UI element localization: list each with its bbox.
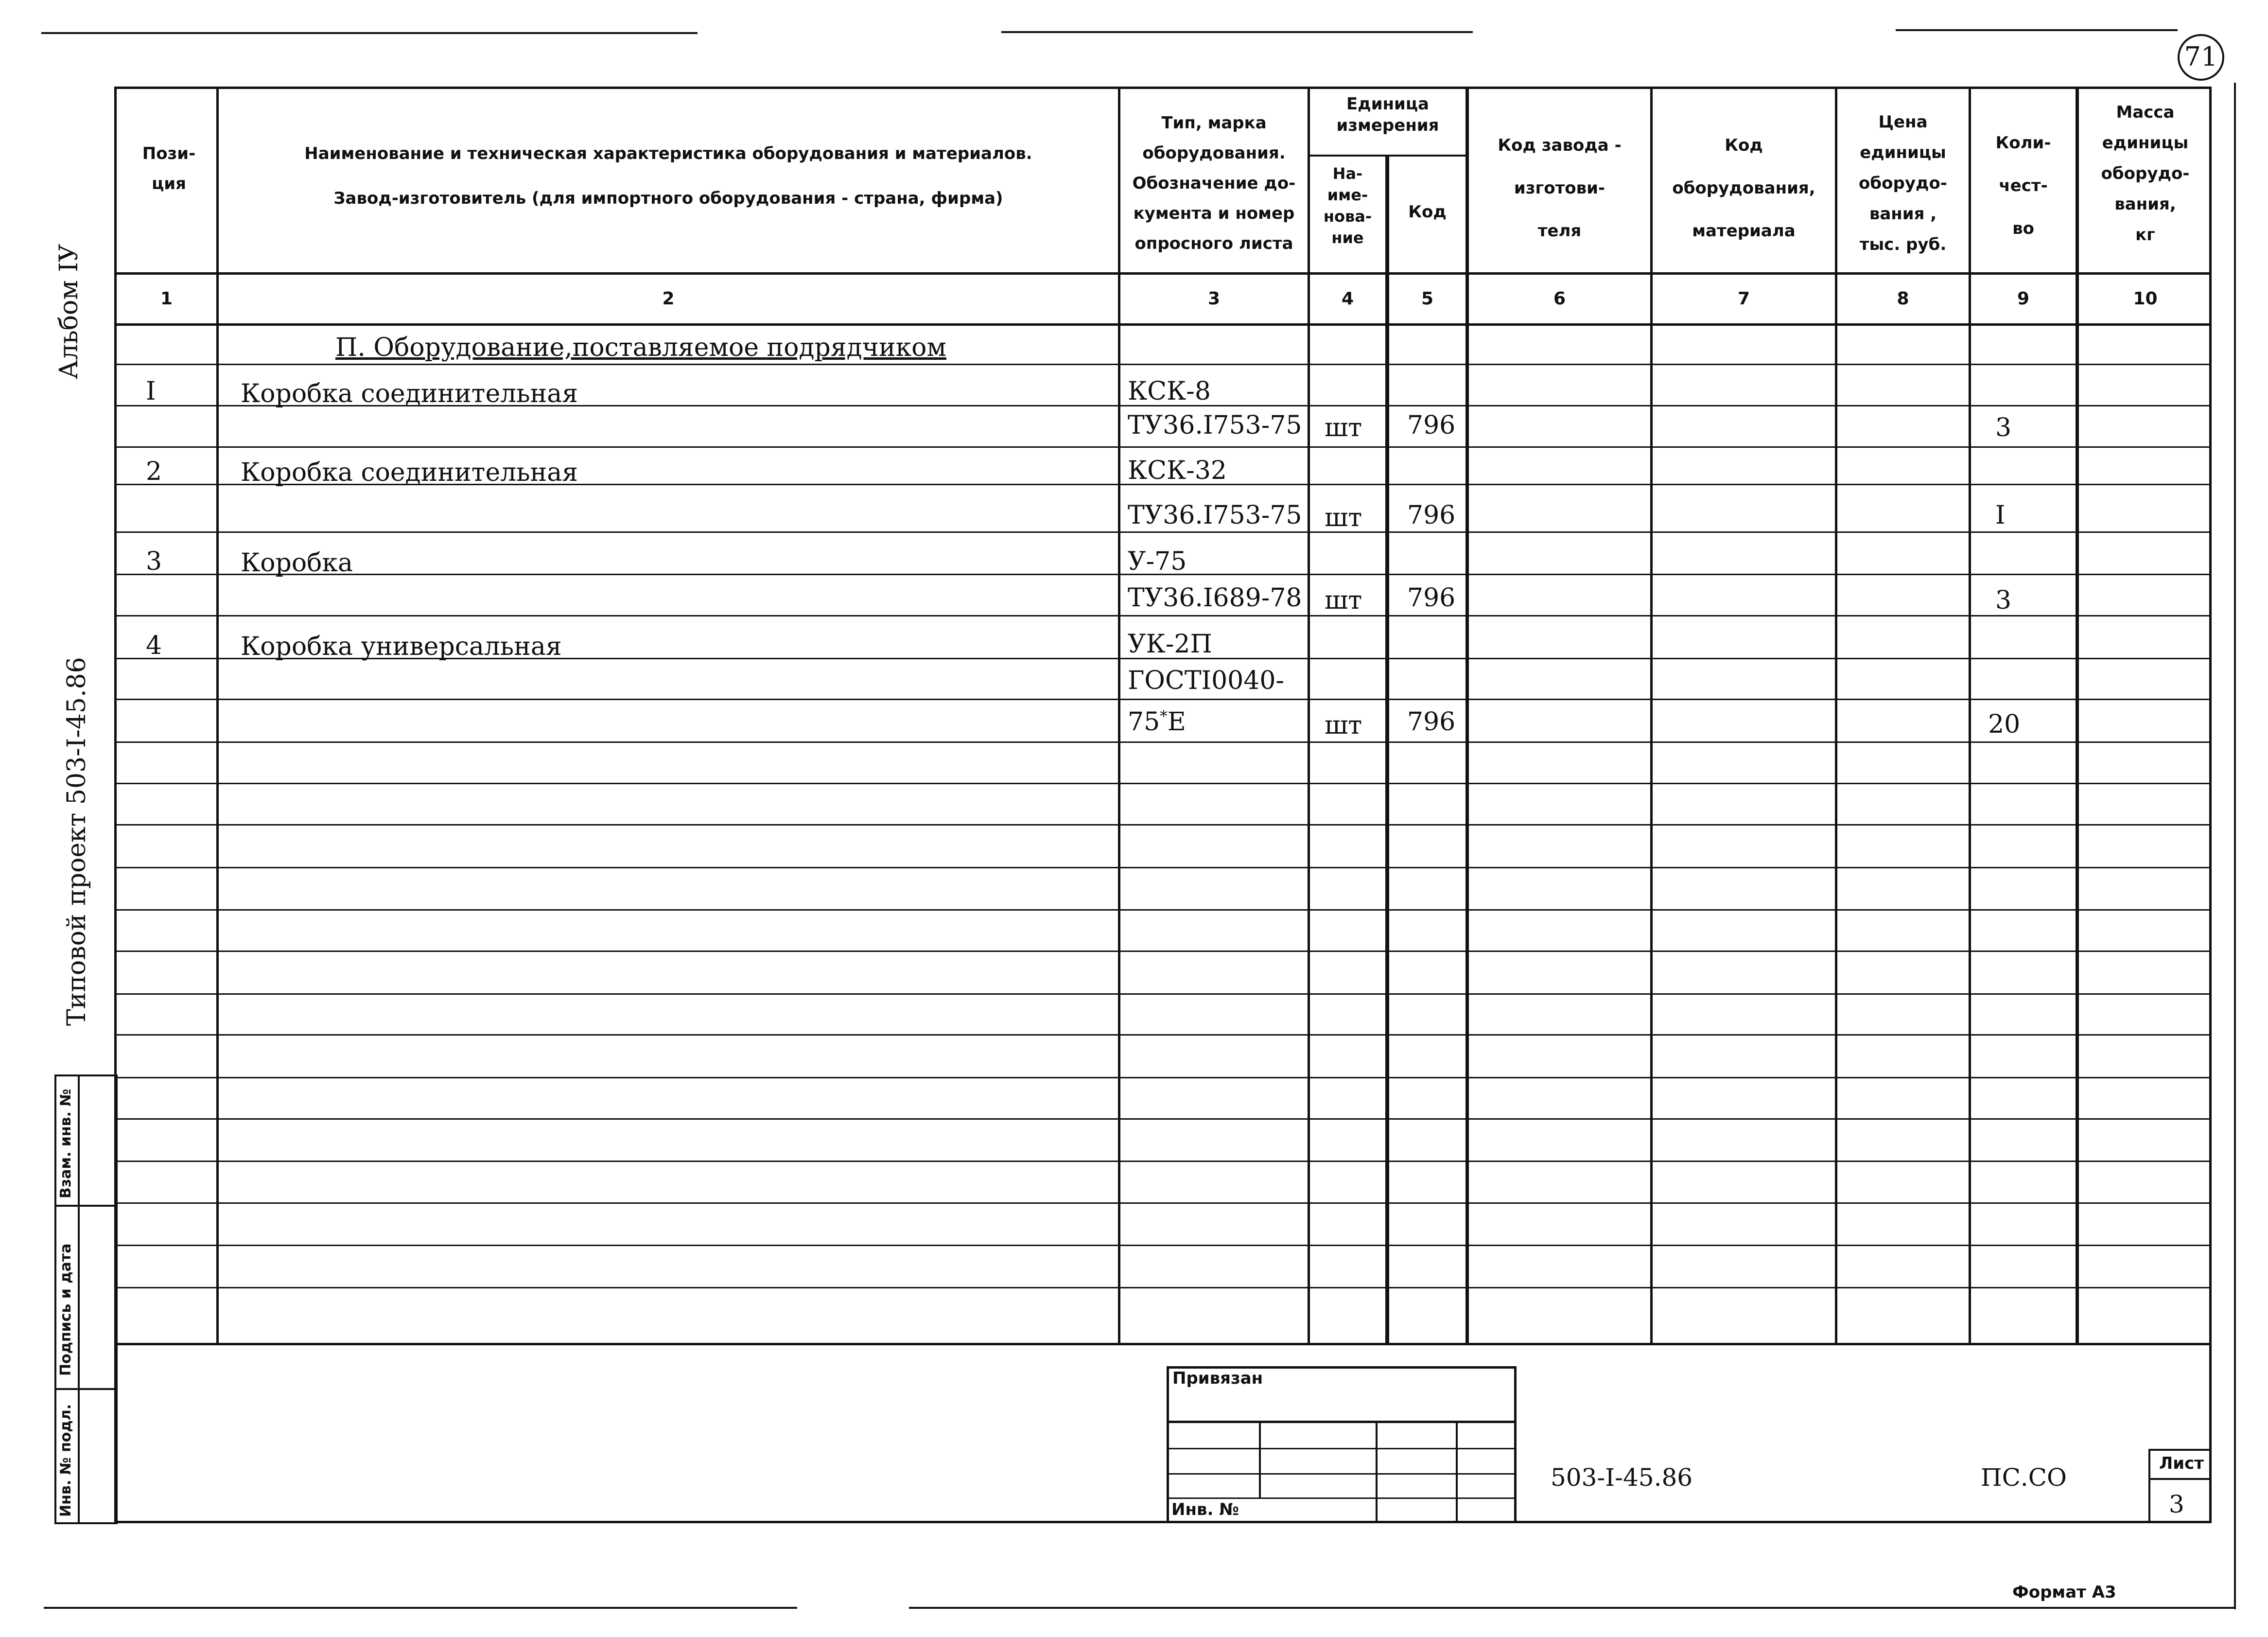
side-stamp-label-3: Инв. № подл. bbox=[57, 1404, 74, 1517]
header-factory: Код завода - изготови- теля bbox=[1498, 136, 1622, 241]
row-5-type: У-75 bbox=[1128, 547, 1187, 576]
row-7-name: Коробка универсальная bbox=[241, 632, 562, 661]
header-qty: Коли- чест- во bbox=[1995, 133, 2051, 238]
col-number-1: 1 bbox=[160, 289, 173, 309]
col-number-9: 9 bbox=[2017, 289, 2030, 309]
doc-number: 503-I-45.86 bbox=[1551, 1463, 1693, 1492]
header-bottom-line bbox=[114, 272, 2212, 275]
page-number: 71 bbox=[2184, 41, 2218, 72]
header-type: Тип, марка оборудования. Обозначение до- кумента и номер опросного листа bbox=[1132, 113, 1296, 253]
side-stamp-label-2: Подпись и дата bbox=[57, 1243, 74, 1376]
col-number-4: 4 bbox=[1341, 289, 1354, 309]
row-5-pos: 3 bbox=[146, 547, 162, 576]
col-number-3: 3 bbox=[1207, 289, 1221, 309]
inv-label: Инв. № bbox=[1171, 1500, 1239, 1519]
side-stamp-label-1: Взам. инв. № bbox=[57, 1089, 74, 1198]
row-4-type: ТУ36.I753-75 bbox=[1128, 501, 1302, 530]
row-7-pos: 4 bbox=[146, 631, 162, 660]
trim-line-bottom-1 bbox=[44, 1607, 797, 1609]
linked-vline-2 bbox=[1376, 1421, 1378, 1523]
row-3-name: Коробка соединительная bbox=[241, 458, 578, 487]
linked-line-4 bbox=[1167, 1497, 1517, 1499]
row-2-code: 796 bbox=[1407, 411, 1456, 440]
row-1-name: Коробка соединительная bbox=[241, 379, 578, 408]
page-number-circle bbox=[2178, 34, 2224, 81]
row-4-code: 796 bbox=[1407, 501, 1456, 530]
header-unit-name: На- име- нова- ние bbox=[1323, 164, 1372, 247]
row-6-code: 796 bbox=[1407, 583, 1456, 613]
linked-vline-1 bbox=[1259, 1421, 1261, 1498]
sheet-number: 3 bbox=[2169, 1490, 2184, 1518]
row-7-type: УК-2П bbox=[1128, 630, 1212, 659]
row-9-unit: шт bbox=[1325, 711, 1362, 740]
project-label: Типовой проект 503-I-45.86 bbox=[62, 657, 91, 1026]
header-pos: Пози- ция bbox=[142, 144, 196, 194]
row-4-unit: шт bbox=[1325, 503, 1362, 532]
header-unit-title: Единица измерения bbox=[1336, 94, 1439, 135]
col-number-5: 5 bbox=[1421, 289, 1434, 309]
side-stamp-divider bbox=[78, 1074, 80, 1524]
trim-line-right bbox=[2234, 83, 2236, 1609]
col-number-2: 2 bbox=[662, 289, 675, 309]
row-9-qty: 20 bbox=[1988, 710, 2021, 739]
row-2-qty: 3 bbox=[1995, 413, 2012, 442]
side-stamp-sep-2 bbox=[54, 1388, 118, 1390]
linked-line-1 bbox=[1167, 1421, 1517, 1423]
header-equip-code: Код оборудования, материала bbox=[1672, 136, 1815, 241]
row-4-qty: I bbox=[1995, 501, 2006, 530]
trim-line-top-3 bbox=[1896, 29, 2178, 31]
side-stamp-sep-1 bbox=[54, 1205, 118, 1207]
sheet-label: Лист bbox=[2159, 1454, 2204, 1473]
linked-line-3 bbox=[1167, 1473, 1517, 1475]
col-number-8: 8 bbox=[1897, 289, 1909, 309]
row-6-qty: 3 bbox=[1995, 586, 2012, 615]
row-1-pos: I bbox=[146, 377, 156, 406]
header-mass: Масса единицы оборудо- вания, кг bbox=[2101, 103, 2190, 245]
trim-line-bottom-2 bbox=[909, 1607, 2236, 1609]
row-6-unit: шт bbox=[1325, 586, 1362, 615]
header-name: Наименование и техническая характеристика оборудования и материалов. Завод-изготовитель (для импортного оборудования - страна, фирма) bbox=[304, 144, 1032, 208]
row-2-unit: шт bbox=[1325, 413, 1362, 442]
row-1-type: КСК-8 bbox=[1128, 377, 1211, 406]
row-6-type: ТУ36.I689-78 bbox=[1128, 583, 1302, 613]
col-number-6: 6 bbox=[1553, 289, 1566, 309]
format-label: Формат А3 bbox=[2012, 1583, 2116, 1602]
row-3-pos: 2 bbox=[146, 457, 162, 486]
col-number-7: 7 bbox=[1737, 289, 1750, 309]
doc-code: ПС.СО bbox=[1981, 1463, 2067, 1492]
linked-vline-3 bbox=[1456, 1421, 1458, 1523]
section-title: П. Оборудование,поставляемое подрядчиком bbox=[335, 333, 946, 362]
album-label: Альбом IУ bbox=[54, 244, 84, 379]
row-9-type: 75*Е bbox=[1128, 707, 1186, 737]
header-price: Цена единицы оборудо- вания , тыс. руб. bbox=[1859, 112, 1947, 254]
linked-label: Привязан bbox=[1172, 1369, 1263, 1388]
linked-line-2 bbox=[1167, 1448, 1517, 1449]
trim-line-top-2 bbox=[1001, 31, 1473, 33]
sheet-box-split bbox=[2148, 1478, 2212, 1480]
row-2-type: ТУ36.I753-75 bbox=[1128, 411, 1302, 440]
row-9-code: 796 bbox=[1407, 707, 1456, 737]
trim-line-top-1 bbox=[41, 32, 698, 34]
header-unit-code: Код bbox=[1408, 202, 1447, 222]
row-5-name: Коробка bbox=[241, 548, 353, 578]
row-3-type: КСК-32 bbox=[1128, 456, 1227, 485]
col-number-10: 10 bbox=[2133, 289, 2158, 309]
row-8-type: ГОСТI0040- bbox=[1128, 666, 1284, 695]
